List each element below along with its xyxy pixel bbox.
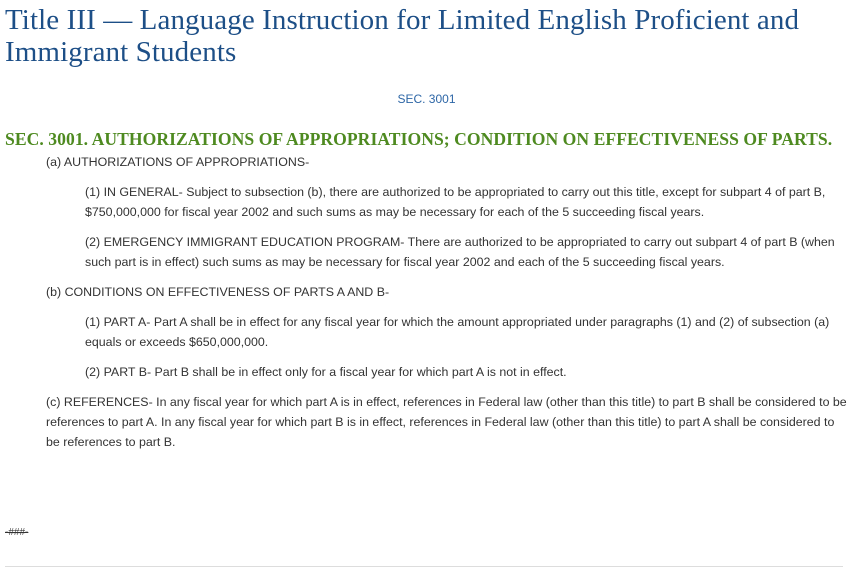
paragraph-b1: (1) PART A- Part A shall be in effect for any fiscal year for which the amount appropriated under paragraphs (1) and (2) of subsection (a) equals or exceeds $650,000,000. — [85, 315, 830, 349]
paragraph-b2: (2) PART B- Part B shall be in effect only for a fiscal year for which part A is not in effect. — [85, 365, 567, 379]
subsection-c-text: (c) REFERENCES- In any fiscal year for which part A is in effect, references in Federal law (other than this title) to part B shall be considered to be references to part A. In any fiscal year for which part B is in effect, references in Federal law (other than this title) to part A shall be considered to be references to part B. — [46, 395, 847, 449]
subsection-b-heading: (b) CONDITIONS ON EFFECTIVENESS OF PARTS A AND B- — [46, 285, 390, 299]
paragraph-a2: (2) EMERGENCY IMMIGRANT EDUCATION PROGRAM- There are authorized to be appropriated to carry out subpart 4 of part B (when such part is in effect) such sums as may be necessary for fiscal year 2002 and each of the 5 succeeding fiscal years. — [85, 235, 835, 269]
footer-divider — [5, 566, 843, 567]
subsection-a-heading: (a) AUTHORIZATIONS OF APPROPRIATIONS- — [46, 155, 310, 169]
subsection-c — [5, 392, 848, 452]
end-mark: -###- — [5, 527, 29, 538]
section-heading: SEC. 3001. AUTHORIZATIONS OF APPROPRIATIONS; CONDITION ON EFFECTIVENESS OF PARTS. — [5, 129, 833, 149]
paragraph-a1: (1) IN GENERAL- Subject to subsection (b), there are authorized to be appropriated to carry out this title, except for subpart 4 of part B, $750,000,000 for fiscal year 2002 and such sums as may be necessary for each of the 5 succeeding fiscal years. — [85, 185, 826, 219]
page-title: Title III — Language Instruction for Limited English Proficient and Immigrant Students — [5, 4, 800, 68]
section-link[interactable]: SEC. 3001 — [397, 92, 456, 106]
document-page — [5, 0, 848, 452]
